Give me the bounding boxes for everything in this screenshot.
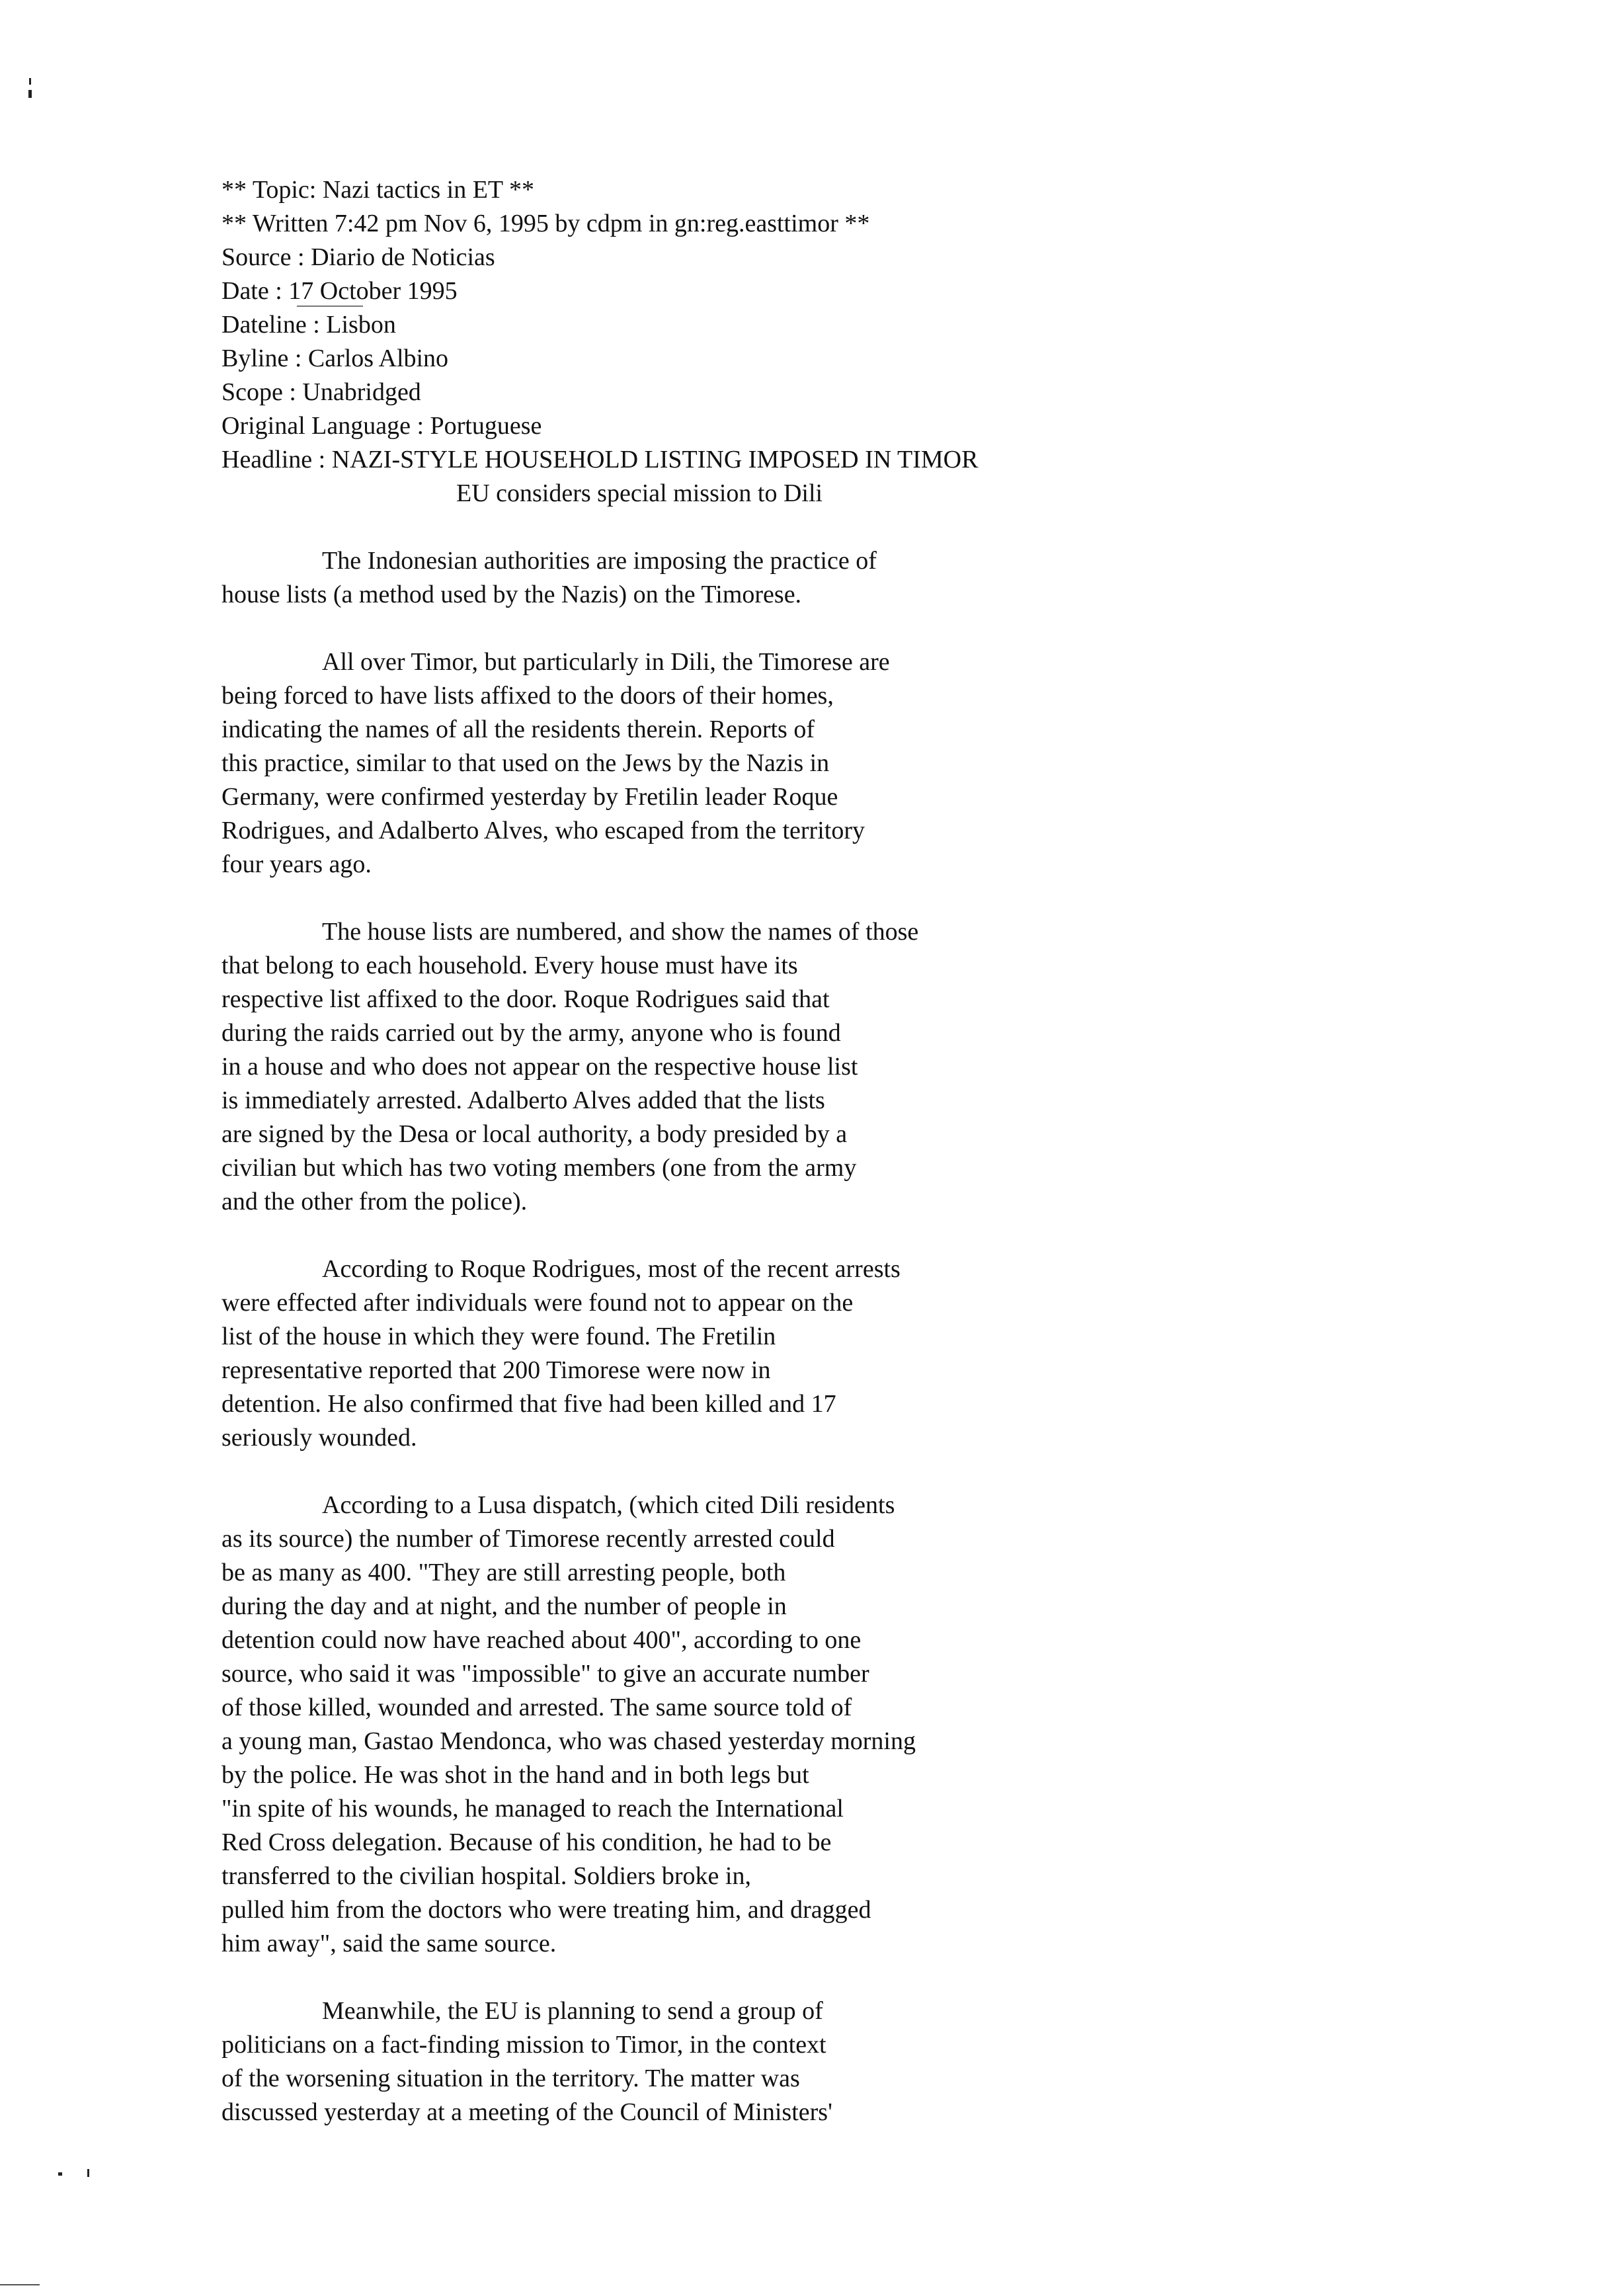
paragraph-line: him away", said the same source.: [221, 1930, 557, 1957]
subheadline: EU considers special mission to Dili: [456, 479, 823, 507]
scan-mark-bottom-left-2: [87, 2169, 89, 2177]
paragraph-line: The house lists are numbered, and show the names of those: [322, 918, 919, 946]
paragraph-line: According to Roque Rodrigues, most of the recent arrests: [322, 1255, 901, 1283]
scope-line: Scope : Unabridged: [221, 378, 421, 406]
paragraph-line: representative reported that 200 Timorese were now in: [221, 1356, 771, 1384]
paragraph-line: house lists (a method used by the Nazis) on the Timorese.: [221, 581, 802, 608]
paragraph: [221, 1252, 1478, 1455]
paragraph-line: that belong to each household. Every house must have its: [221, 952, 798, 979]
byline-line: Byline : Carlos Albino: [221, 345, 449, 372]
paragraph-line: is immediately arrested. Adalberto Alves added that the lists: [221, 1086, 825, 1114]
article: [221, 173, 1478, 2129]
paragraph-line: indicating the names of all the residents therein. Reports of: [221, 716, 815, 743]
paragraph-line: politicians on a fact-finding mission to Timor, in the context: [221, 2031, 826, 2059]
paragraph-line: Meanwhile, the EU is planning to send a group of: [322, 1997, 823, 2025]
article-header: [221, 173, 1478, 511]
scan-mark-top-left: [29, 78, 31, 85]
dateline-line: Dateline : Lisbon: [221, 311, 396, 339]
paragraph-line: discussed yesterday at a meeting of the Council of Ministers': [221, 2098, 832, 2126]
paragraph-line: of the worsening situation in the territory. The matter was: [221, 2065, 800, 2092]
paragraph-line: of those killed, wounded and arrested. The same source told of: [221, 1694, 852, 1721]
paragraph: [221, 1994, 1478, 2129]
paragraph: [221, 1489, 1478, 1961]
topic-line: ** Topic: Nazi tactics in ET **: [221, 176, 534, 204]
paragraph-line: detention could now have reached about 400", according to one: [221, 1626, 862, 1654]
paragraph-line: and the other from the police).: [221, 1188, 528, 1215]
written-line: ** Written 7:42 pm Nov 6, 1995 by cdpm in gn:reg.easttimor **: [221, 210, 870, 237]
paragraph-line: All over Timor, but particularly in Dili, the Timorese are: [322, 648, 890, 676]
paragraph-line: detention. He also confirmed that five had been killed and 17: [221, 1390, 836, 1418]
paragraph-line: four years ago.: [221, 850, 372, 878]
paragraph: [221, 645, 1478, 882]
paragraph-line: civilian but which has two voting members (one from the army: [221, 1154, 857, 1182]
paragraph-line: are signed by the Desa or local authority, a body presided by a: [221, 1120, 848, 1148]
paragraph-line: during the raids carried out by the army, anyone who is found: [221, 1019, 841, 1047]
original-language-line: Original Language : Portuguese: [221, 412, 542, 440]
scan-mark-top-left-2: [28, 90, 32, 98]
paragraph-line: Red Cross delegation. Because of his condition, he had to be: [221, 1828, 832, 1856]
date-line: Date : 17 October 1995: [221, 277, 458, 305]
paragraph-line: by the police. He was shot in the hand and in both legs but: [221, 1761, 809, 1789]
paragraph-line: "in spite of his wounds, he managed to reach the International: [221, 1795, 844, 1823]
paragraph-line: a young man, Gastao Mendonca, who was chased yesterday morning: [221, 1727, 916, 1755]
paragraph: [221, 544, 1478, 612]
paragraph-line: in a house and who does not appear on the respective house list: [221, 1053, 858, 1081]
scan-edge-line: [0, 2284, 40, 2285]
paragraph-line: transferred to the civilian hospital. Soldiers broke in,: [221, 1862, 751, 1890]
paragraph-line: According to a Lusa dispatch, (which cited Dili residents: [322, 1491, 895, 1519]
paragraph-line: during the day and at night, and the number of people in: [221, 1592, 787, 1620]
paragraph-line: be as many as 400. "They are still arresting people, both: [221, 1559, 786, 1586]
paragraph-line: respective list affixed to the door. Roque Rodrigues said that: [221, 985, 830, 1013]
scan-mark-bottom-left: [58, 2172, 62, 2176]
paragraph-line: seriously wounded.: [221, 1424, 417, 1452]
paragraph-line: were effected after individuals were found not to appear on the: [221, 1289, 854, 1317]
paragraph-line: as its source) the number of Timorese recently arrested could: [221, 1525, 835, 1553]
paragraph-line: this practice, similar to that used on the Jews by the Nazis in: [221, 749, 830, 777]
headline: Headline : NAZI-STYLE HOUSEHOLD LISTING IMPOSED IN TIMOR: [221, 446, 979, 473]
paragraph-line: being forced to have lists affixed to the doors of their homes,: [221, 682, 834, 710]
paragraph-line: source, who said it was "impossible" to give an accurate number: [221, 1660, 869, 1688]
paragraph: [221, 915, 1478, 1219]
paragraph-line: The Indonesian authorities are imposing the practice of: [322, 547, 877, 575]
source-line: Source : Diario de Noticias: [221, 243, 495, 271]
paragraph-line: Germany, were confirmed yesterday by Fretilin leader Roque: [221, 783, 838, 811]
paragraph-line: Rodrigues, and Adalberto Alves, who escaped from the territory: [221, 817, 865, 844]
paragraph-line: pulled him from the doctors who were treating him, and dragged: [221, 1896, 871, 1924]
paragraph-line: list of the house in which they were found. The Fretilin: [221, 1323, 776, 1350]
